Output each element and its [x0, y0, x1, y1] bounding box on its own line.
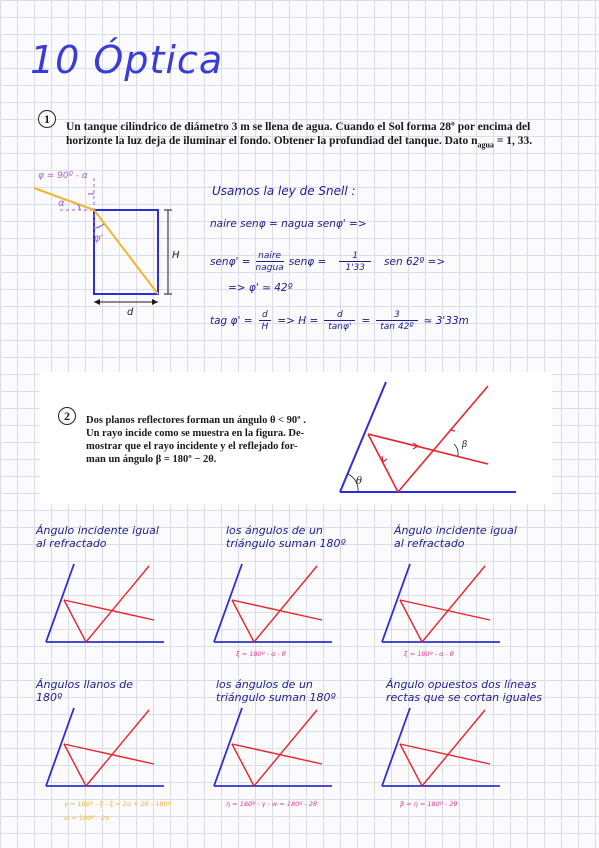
- step-2-note: ξ = 180º - α - θ: [236, 650, 286, 658]
- fraction-3-tan42: $\frac{3}{\text{tan 42º}}$: [376, 310, 417, 332]
- problem-1-line-1: Un tanque cilíndrico de diámetro 3 m se llena de agua. Cuando el Sol forma 28º por encima del: [66, 121, 531, 133]
- step-3-caption: Ángulo incidente igual al refractado: [394, 524, 517, 550]
- solution-line-5: tag φ' = $\frac{d}{H}$ => H = $\frac{d}{\tan\varphi'}$ = $\frac{3}{\text{tan 42º}}$ ≃ 3'33m: [210, 310, 469, 332]
- theta-label: θ: [356, 476, 363, 487]
- step-1-caption: Ángulo incidente igual al refractado: [36, 524, 159, 550]
- problem-2-number: 2: [58, 407, 76, 425]
- fraction-d-h: $\frac{d}{H}$: [259, 310, 272, 332]
- step-4-note-2: w = 180º - 2α: [64, 814, 110, 822]
- step-6-caption: Ángulo opuestos dos líneas rectas que se cortan iguales: [386, 678, 542, 704]
- step-4-caption: Ángulos llanos de 180º: [36, 678, 133, 704]
- beta-label: β: [462, 440, 468, 450]
- step-3-note: ξ = 180º - α - θ: [404, 650, 454, 658]
- problem-1-line-2: horizonte la luz deja de iluminar el fondo. Obtener la profundiad del tanque. Dato $n_{agua} = 1$, 33.: [66, 135, 533, 150]
- height-label: H: [172, 250, 180, 261]
- problem-1-number: 1: [38, 110, 56, 128]
- solution-line-1: Usamos la ley de Snell :: [212, 184, 356, 198]
- problem-2-statement: Dos planos reflectores forman un ángulo θ < 90º . Un rayo incide como se muestra en la figura. De- mostrar que el rayo incidente y el reflejado for- man un ángulo β = 180º − 2θ.: [86, 415, 306, 465]
- phi-label: φ = 90º - α: [38, 171, 88, 181]
- solution-line-2: naire senφ = nagua senφ' =>: [210, 218, 367, 230]
- step-6-diagram: [380, 704, 505, 794]
- alpha-label: α: [58, 198, 65, 209]
- step-4-diagram: [44, 704, 169, 794]
- diameter-label: d: [127, 307, 134, 318]
- fraction-n: naire nagua: [255, 251, 284, 273]
- step-2-caption: los ángulos de un triángulo suman 180º: [226, 524, 346, 550]
- step-4-note: γ = 180º - ξ - ξ = 2α + 2θ - 180º: [64, 800, 171, 808]
- step-1-diagram: [44, 560, 169, 650]
- step-5-caption: los ángulos de un triángulo suman 180º: [216, 678, 336, 704]
- solution-line-4: => φ' ≃ 42º: [228, 282, 293, 294]
- step-2-diagram: [212, 560, 337, 650]
- step-3-diagram: [380, 560, 505, 650]
- step-6-note: β = η = 180º - 2θ: [400, 800, 458, 808]
- page-title: 10 Óptica: [30, 38, 224, 82]
- fraction-index: $\frac{1}{1'33}$: [339, 251, 371, 273]
- tank-diagram: [30, 168, 220, 328]
- step-5-diagram: [212, 704, 337, 794]
- fraction-d-tan: $\frac{d}{\tan\varphi'}$: [324, 310, 355, 332]
- problem-1-statement: [66, 120, 566, 152]
- reflectors-diagram: [338, 374, 518, 504]
- step-5-note: η = 180º - γ - w = 180º - 2θ: [226, 800, 317, 808]
- phi-prime-label: φ': [94, 233, 104, 244]
- solution-line-3: senφ' = naire nagua senφ = $\frac{1}{1'33}$ sen 62º =>: [210, 251, 446, 273]
